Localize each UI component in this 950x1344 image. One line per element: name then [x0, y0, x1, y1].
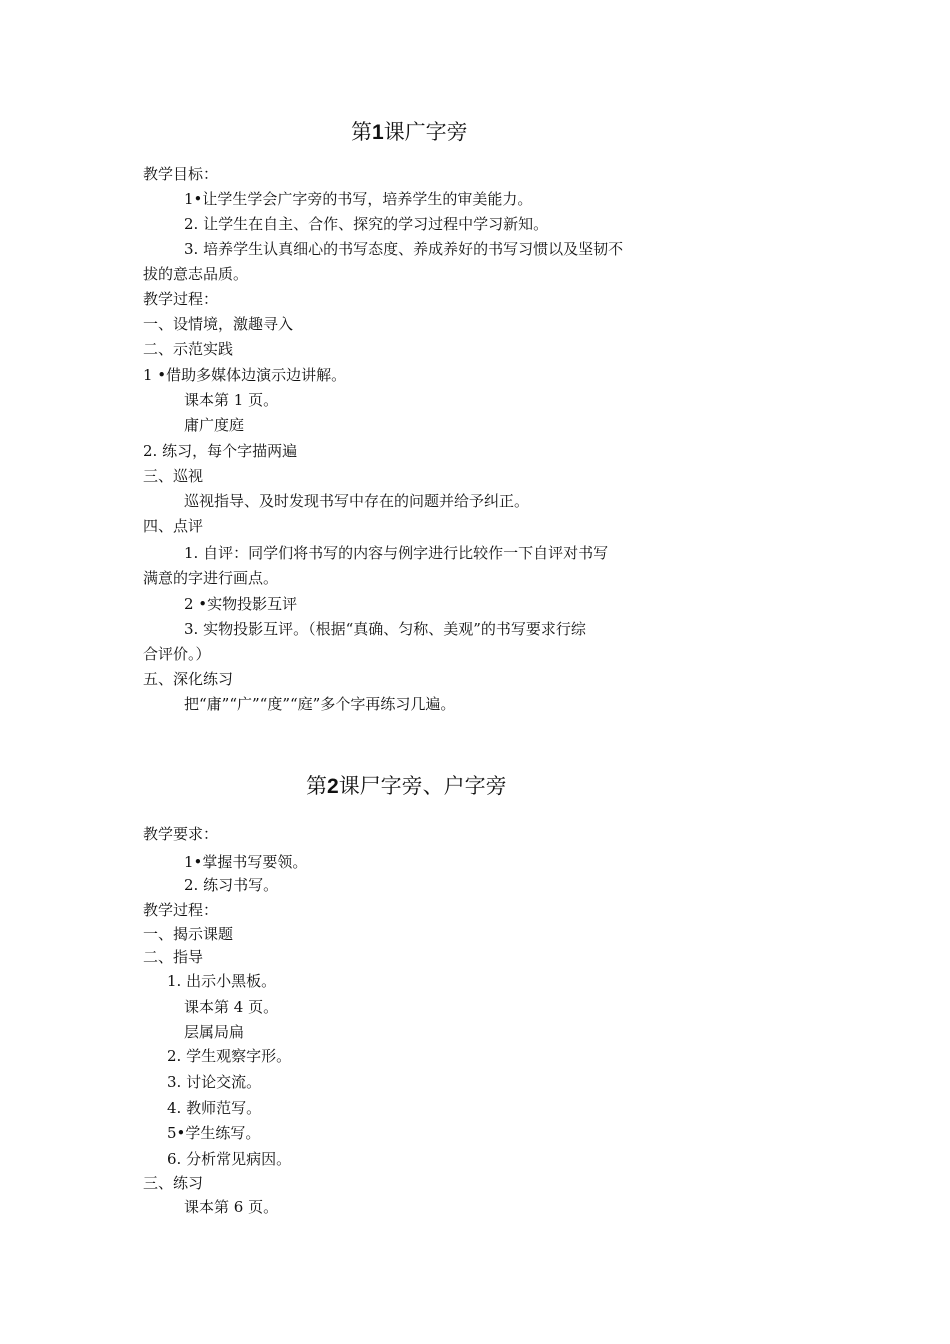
lesson1-step-2: 二、示范实践	[143, 340, 234, 358]
lesson1-title: 第1课广字旁	[351, 120, 468, 144]
lesson1-characters: 庸广度庭	[184, 416, 245, 434]
lesson1-step-1: 一、设情境，激趣寻入	[143, 315, 294, 333]
lesson1-step-2-item-1: 1 •借助多媒体边演示边讲解。	[143, 366, 347, 384]
lesson2-requirements-heading: 教学要求：	[143, 825, 219, 843]
lesson2-requirement-1: 1•掌握书写要领。	[184, 853, 308, 871]
lesson2-step-2-item-3: 3. 讨论交流。	[167, 1073, 262, 1091]
lesson1-step-4-item-3: 3. 实物投影互评。（根据“真确、匀称、美观”的书写要求行综	[184, 620, 586, 638]
lesson2-process-heading: 教学过程：	[143, 901, 219, 919]
lesson1-objectives-heading: 教学目标：	[143, 165, 219, 183]
lesson2-step-2-item-1: 1. 出示小黑板。	[167, 972, 277, 990]
lesson2-step-1: 一、揭示课题	[143, 925, 234, 943]
lesson1-step-4-item-2: 2 •实物投影互评	[184, 595, 298, 613]
lesson1-step-5: 五、深化练习	[143, 670, 234, 688]
lesson1-process-heading: 教学过程：	[143, 290, 219, 308]
lesson2-step-2-item-4: 4. 教师范写。	[167, 1099, 262, 1117]
lesson1-objective-1: 1•让学生学会广字旁的书写，培养学生的审美能力。	[184, 190, 533, 208]
lesson1-objective-2: 2. 让学生在自主、合作、探究的学习过程中学习新知。	[184, 215, 549, 233]
lesson2-title: 第2课尸字旁、户字旁	[306, 774, 507, 798]
lesson1-step-4-item-3-cont: 合评价。）	[143, 645, 211, 663]
lesson1-step-4-item-1-cont: 满意的字进行画点。	[143, 569, 279, 587]
lesson1-step-4: 四、点评	[143, 517, 204, 535]
lesson1-step-5-text: 把“庸”“广”“度”“庭”多个字再练习几遍。	[184, 695, 456, 713]
lesson2-step-2: 二、指导	[143, 948, 204, 966]
lesson1-textbook-page: 课本第 1 页。	[184, 391, 279, 409]
lesson2-step-3-text: 课本第 6 页。	[184, 1198, 279, 1216]
lesson1-objective-3: 3. 培养学生认真细心的书写态度、养成养好的书写习惯以及坚韧不	[184, 240, 624, 258]
lesson2-step-2-item-6: 6. 分析常见病因。	[167, 1150, 292, 1168]
lesson1-step-4-item-1: 1. 自评：同学们将书写的内容与例字进行比较作一下自评对书写	[184, 544, 609, 562]
lesson1-step-3: 三、巡视	[143, 467, 204, 485]
lesson1-step-3-text: 巡视指导、及时发现书写中存在的问题并给予纠正。	[184, 492, 530, 510]
lesson1-step-2-item-2: 2. 练习，每个字描两遍	[143, 442, 298, 460]
lesson2-step-2-item-2: 2. 学生观察字形。	[167, 1047, 292, 1065]
lesson2-requirement-2: 2. 练习书写。	[184, 876, 279, 894]
lesson2-step-2-item-5: 5•学生练写。	[167, 1124, 261, 1142]
lesson1-objective-3-cont: 拔的意志品质。	[143, 265, 249, 283]
lesson2-step-3: 三、练习	[143, 1174, 204, 1192]
lesson2-characters: 层属局扁	[184, 1023, 245, 1041]
lesson2-textbook-page: 课本第 4 页。	[184, 998, 279, 1016]
